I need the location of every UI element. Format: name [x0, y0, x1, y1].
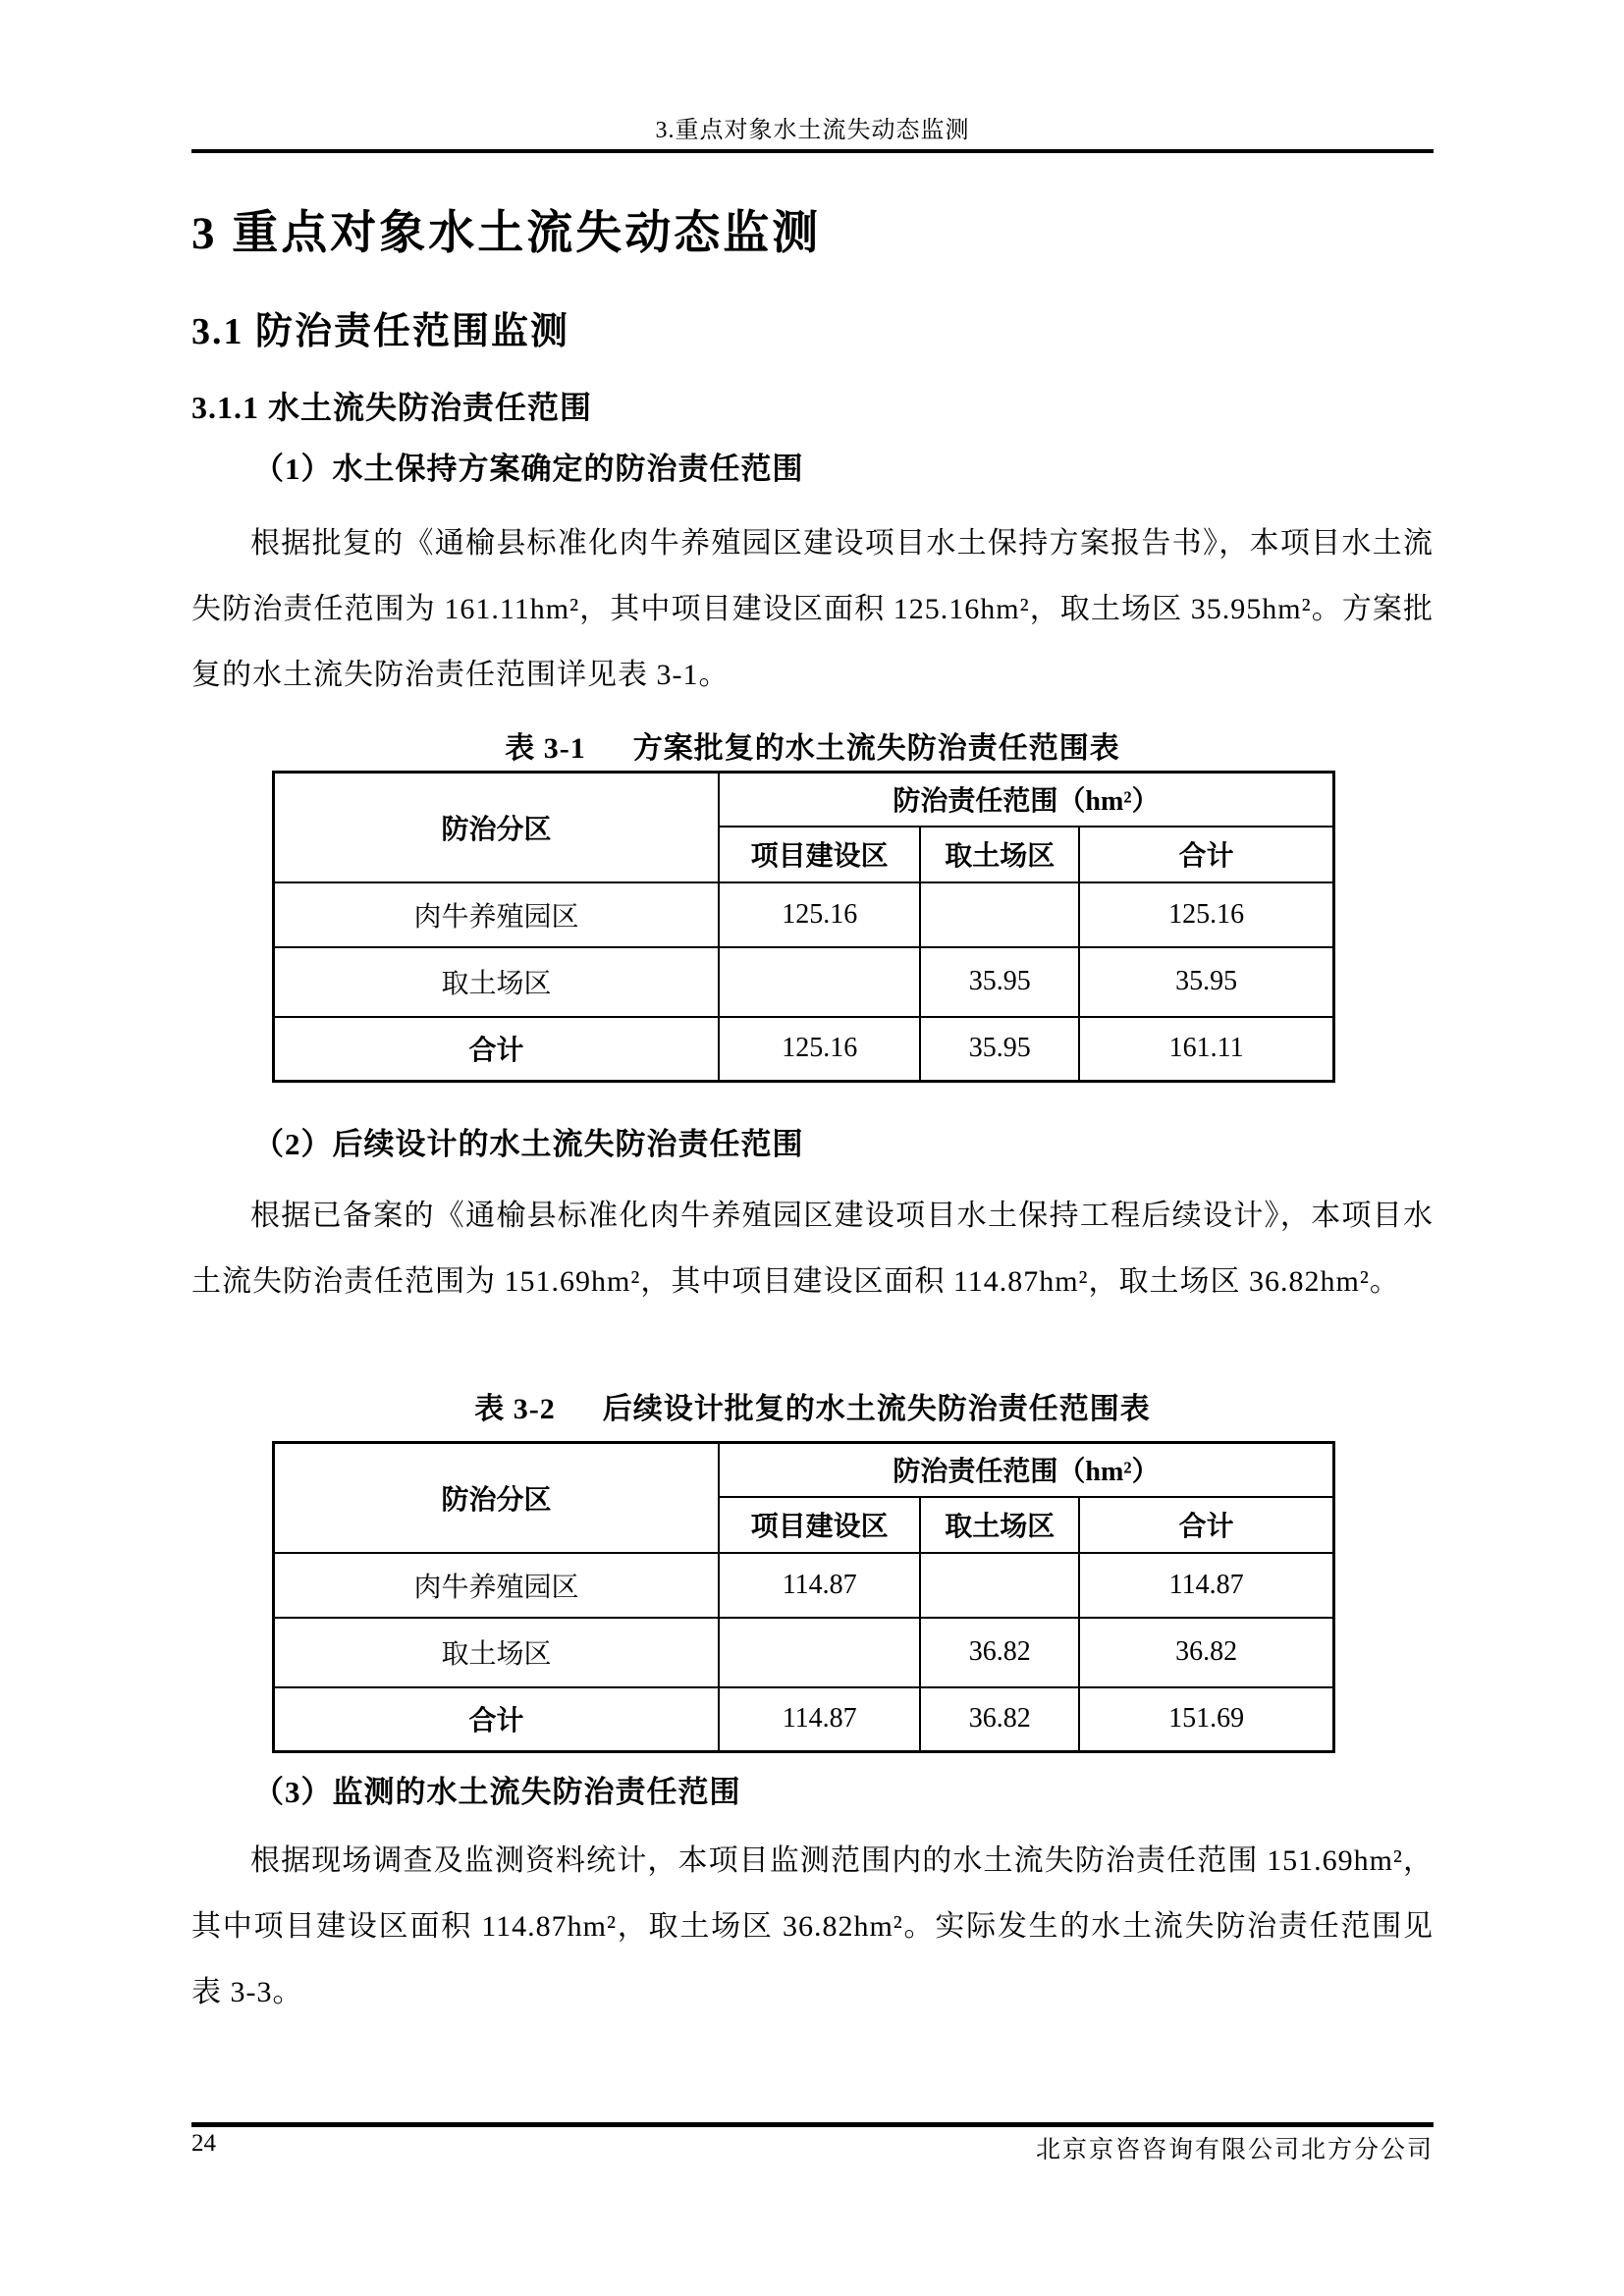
column-header-cell: 取土场区 — [920, 1497, 1079, 1553]
table-1-caption — [191, 723, 1434, 767]
cell-total: 35.95 — [1079, 947, 1333, 1017]
group-header-cell: 防治责任范围（hm²） — [719, 773, 1333, 827]
paragraph-3: 根据现场调查及监测资料统计，本项目监测范围内的水土流失防治责任范围 151.69hm²，其中项目建设区面积 114.87hm²，取土场区 36.82hm²。实际发生的水土流失防治责任范围见表 3-3。 — [191, 1844, 1434, 2008]
group-header-cell: 防治责任范围（hm²） — [719, 1443, 1333, 1497]
column-header-cell: 合计 — [1079, 1497, 1333, 1553]
paragraph-1: 根据批复的《通榆县标准化肉牛养殖园区建设项目水土保持方案报告书》，本项目水土流失防治责任范围为 161.11hm²，其中项目建设区面积 125.16hm²，取土场区 35.95hm²。方案批复的水土流失防治责任范围详见表 3-1。 — [191, 527, 1434, 691]
table-row — [274, 882, 1334, 947]
cell-construction — [719, 947, 920, 1017]
table-1-caption-label: 表 3-1 — [505, 732, 586, 765]
table-row — [274, 947, 1334, 1017]
column-header-cell: 项目建设区 — [719, 827, 920, 882]
table-header-row — [274, 1443, 1334, 1497]
running-header: 3.重点对象水土流失动态监测 — [655, 118, 970, 143]
table-1-caption-title: 方案批复的水土流失防治责任范围表 — [632, 732, 1120, 765]
header-rule — [191, 149, 1434, 153]
column-header-cell: 合计 — [1079, 827, 1333, 882]
table-total-row — [274, 1687, 1334, 1752]
cell-borrow: 36.82 — [920, 1618, 1079, 1687]
cell-total: 36.82 — [1079, 1618, 1333, 1687]
column-header-cell: 取土场区 — [920, 827, 1079, 882]
table-row — [274, 1553, 1334, 1618]
cell-construction: 125.16 — [719, 882, 920, 947]
heading-item-1: （1）水土保持方案确定的防治责任范围 — [253, 452, 804, 486]
cell-zone: 肉牛养殖园区 — [274, 882, 720, 947]
cell-zone: 合计 — [274, 1017, 720, 1082]
table-total-row — [274, 1017, 1334, 1082]
heading-item-2: （2）后续设计的水土流失防治责任范围 — [253, 1127, 804, 1161]
heading-section: 3.1 防治责任范围监测 — [191, 311, 570, 352]
cell-borrow: 35.95 — [920, 947, 1079, 1017]
zone-header-cell: 防治分区 — [274, 1443, 720, 1553]
cell-construction — [719, 1618, 920, 1687]
table-1 — [272, 771, 1335, 1083]
cell-borrow: 35.95 — [920, 1017, 1079, 1082]
cell-construction: 125.16 — [719, 1017, 920, 1082]
cell-borrow — [920, 882, 1079, 947]
heading-subsection: 3.1.1 水土流失防治责任范围 — [191, 390, 593, 425]
footer-company: 北京京咨咨询有限公司北方分公司 — [1035, 2137, 1434, 2163]
table-2-caption-label: 表 3-2 — [474, 1393, 556, 1425]
table-2-caption — [191, 1384, 1434, 1427]
cell-total: 125.16 — [1079, 882, 1333, 947]
cell-zone: 合计 — [274, 1687, 720, 1752]
table-2 — [272, 1441, 1335, 1753]
paragraph-2: 根据已备案的《通榆县标准化肉牛养殖园区建设项目水土保持工程后续设计》，本项目水土流失防治责任范围为 151.69hm²，其中项目建设区面积 114.87hm²，取土场区 36.82hm²。 — [191, 1200, 1434, 1298]
cell-total: 151.69 — [1079, 1687, 1333, 1752]
heading-chapter: 3 重点对象水土流失动态监测 — [191, 208, 822, 259]
cell-total: 161.11 — [1079, 1017, 1333, 1082]
table-row — [274, 1618, 1334, 1687]
cell-zone: 肉牛养殖园区 — [274, 1553, 720, 1618]
cell-zone: 取土场区 — [274, 1618, 720, 1687]
cell-construction: 114.87 — [719, 1687, 920, 1752]
column-header-cell: 项目建设区 — [719, 1497, 920, 1553]
cell-total: 114.87 — [1079, 1553, 1333, 1618]
cell-zone: 取土场区 — [274, 947, 720, 1017]
page-number: 24 — [191, 2130, 216, 2157]
cell-construction: 114.87 — [719, 1553, 920, 1618]
cell-borrow: 36.82 — [920, 1687, 1079, 1752]
footer-rule — [191, 2122, 1434, 2127]
heading-item-3: （3）监测的水土流失防治责任范围 — [253, 1775, 741, 1809]
zone-header-cell: 防治分区 — [274, 773, 720, 882]
table-header-row — [274, 773, 1334, 827]
table-2-caption-title: 后续设计批复的水土流失防治责任范围表 — [602, 1393, 1151, 1425]
cell-borrow — [920, 1553, 1079, 1618]
page-footer — [191, 2130, 1434, 2165]
